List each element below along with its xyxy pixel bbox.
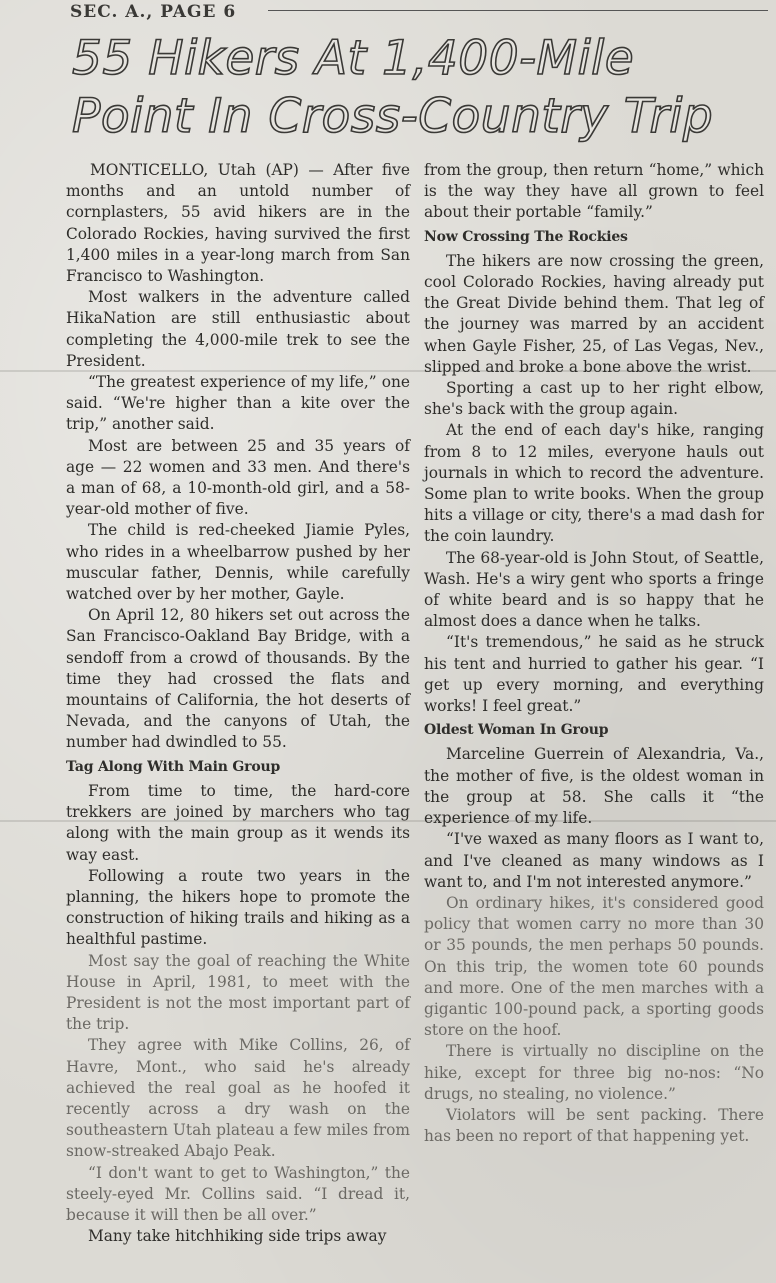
- article-paragraph: Most walkers in the adventure called HikaNation are still enthusiastic about completing the 4,000-mile trek to see the President.: [66, 288, 410, 370]
- left-column: [66, 160, 410, 1247]
- article-paragraph: There is virtually no discipline on the hike, except for three big no-nos: “No drugs, no stealing, no violence.”: [424, 1042, 764, 1103]
- article-paragraph: The child is red-cheeked Jiamie Pyles, who rides in a wheelbarrow pushed by her muscular father, Dennis, while carefully watched over by her mother, Gayle.: [66, 521, 410, 604]
- article-paragraph: On April 12, 80 hikers set out across the San Francisco-Oakland Bay Bridge, with a sendoff from a crowd of thousands. By the time they had crossed the flats and mountains of California, the hot deserts of Nevada, and the canyons of Utah, the number had dwindled to 55.: [66, 606, 410, 752]
- subheading: Now Crossing The Rockies: [424, 228, 628, 245]
- article-paragraph: Sporting a cast up to her right elbow, she's back with the group again.: [424, 379, 764, 419]
- article-paragraph: “I've waxed as many floors as I want to, and I've cleaned as many windows as I want to, and I'm not interested anymore.”: [424, 830, 764, 891]
- article-paragraph: The hikers are now crossing the green, cool Colorado Rockies, having already put the Great Divide behind them. That leg of the journey was marred by an accident when Gayle Fisher, 25, of Las Vegas, Nev., slipped and broke a bone above the wrist.: [424, 251, 764, 376]
- article-paragraph: Following a route two years in the planning, the hikers hope to promote the construction of hiking trails and hiking as a healthful pastime.: [66, 866, 410, 949]
- article-paragraph: “It's tremendous,” he said as he struck his tent and hurried to gather his gear. “I get up every morning, and everything works! I feel great.”: [424, 633, 764, 716]
- article-paragraph: Many take hitchhiking side trips away: [88, 1227, 387, 1246]
- headline-line-2: Point In Cross-Country Trip: [72, 89, 714, 144]
- right-column: [424, 160, 764, 1147]
- subheading: Tag Along With Main Group: [66, 758, 281, 775]
- header-rule: [268, 10, 768, 11]
- subheading: Oldest Woman In Group: [424, 722, 609, 739]
- article-paragraph: From time to time, the hard-core trekkers are joined by marchers who tag along with the main group as it wends its way east.: [66, 781, 410, 864]
- article-paragraph: “I don't want to get to Washington,” the steely-eyed Mr. Collins said. “I dread it, because it will then be all over.”: [66, 1163, 410, 1224]
- article-paragraph: Most say the goal of reaching the White House in April, 1981, to meet with the President is not the most important part of the trip.: [66, 951, 410, 1034]
- article-paragraph: from the group, then return “home,” which is the way they have all grown to feel about their portable “family.”: [424, 161, 764, 222]
- article-paragraph: MONTICELLO, Utah (AP) — After five months and an untold number of cornplasters, 55 avid hikers are in the Colorado Rockies, having survived the first 1,400 miles in a year-long march from San Francisco to Washington.: [66, 161, 410, 286]
- section-page-label: SEC. A., PAGE 6: [70, 2, 237, 22]
- article-paragraph: The 68-year-old is John Stout, of Seattle, Wash. He's a wiry gent who sports a fringe of white beard and is so happy that he almost does a dance when he talks.: [424, 548, 764, 631]
- article-paragraph: They agree with Mike Collins, 26, of Havre, Mont., who said he's already achieved the real goal as he hoofed it recently across a dry wash on the southeastern Utah plateau a few miles from snow-streaked Abajo Peak.: [66, 1036, 410, 1161]
- article-paragraph: On ordinary hikes, it's considered good policy that women carry no more than 30 or 35 pounds, the men perhaps 50 pounds. On this trip, the women tote 60 pounds and more. One of the men marches with a gigantic 100-pound pack, a sporting goods store on the hoof.: [424, 893, 764, 1040]
- article-paragraph: At the end of each day's hike, ranging from 8 to 12 miles, everyone hauls out journals in which to record the adventure. Some plan to write books. When the group hits a village or city, there's a mad dash for the coin laundry.: [424, 421, 764, 546]
- article-paragraph: Most are between 25 and 35 years of age — 22 women and 33 men. And there's a man of 68, a 10-month-old girl, and a 58-year-old mother of five.: [66, 436, 410, 519]
- article-paragraph: “The greatest experience of my life,” one said. “We're higher than a kite over the trip,” another said.: [66, 373, 410, 434]
- headline-line-1: 55 Hikers At 1,400-Mile: [72, 31, 635, 86]
- article-paragraph: Marceline Guerrein of Alexandria, Va., the mother of five, is the oldest woman in the group at 58. She calls it “the experience of my life.: [424, 745, 764, 828]
- article-paragraph: Violators will be sent packing. There has been no report of that happening yet.: [424, 1105, 764, 1146]
- headline: [72, 30, 762, 146]
